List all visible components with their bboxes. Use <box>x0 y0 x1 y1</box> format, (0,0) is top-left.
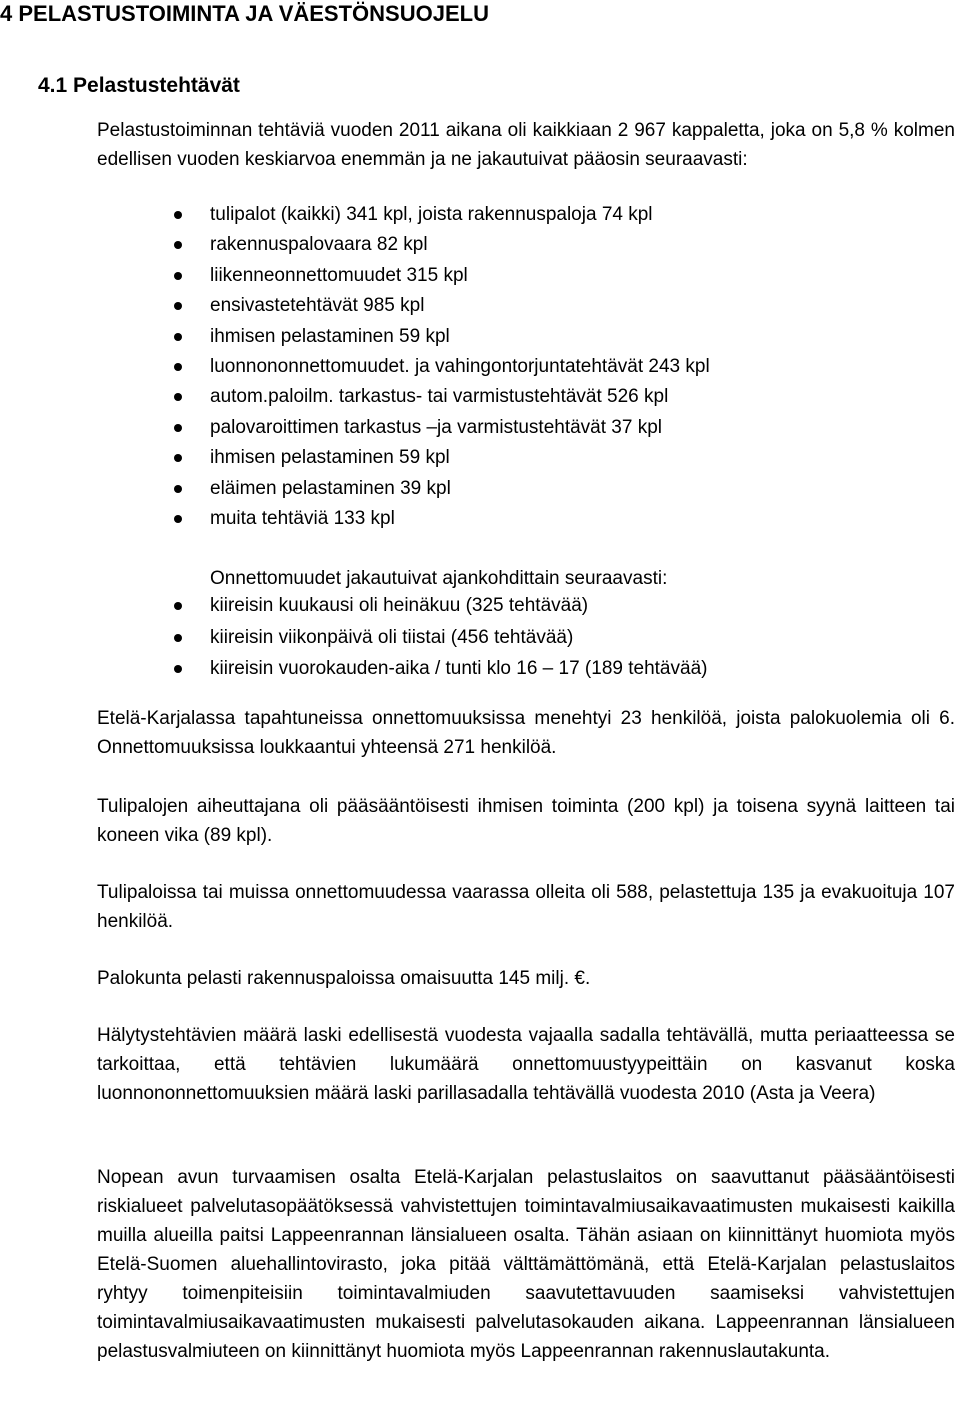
list-item: kiireisin vuorokauden-aika / tunti klo 16 – 17 (189 tehtävää) <box>0 653 960 685</box>
bullet-icon <box>174 485 182 493</box>
list-item: autom.paloilm. tarkastus- tai varmistustehtävät 526 kpl <box>0 382 960 412</box>
bullet-icon <box>174 634 182 642</box>
bullet-icon <box>174 272 182 280</box>
bullet-icon <box>174 333 182 341</box>
list-item: luonnononnettomuudet. ja vahingontorjuntatehtävät 243 kpl <box>0 352 960 382</box>
bullet-icon <box>174 241 182 249</box>
list-item: rakennuspalovaara 82 kpl <box>0 230 960 260</box>
timing-list <box>0 590 960 685</box>
rescued-paragraph: Tulipaloissa tai muissa onnettomuudessa vaarassa olleita oli 588, pelastettuja 135 ja evakuoituja 107 henkilöä. <box>97 882 955 932</box>
bullet-icon <box>174 665 182 673</box>
timing-intro: Onnettomuudet jakautuivat ajankohdittain seuraavasti: <box>210 568 668 589</box>
chapter-heading: 4 PELASTUSTOIMINTA JA VÄESTÖNSUOJELU <box>0 1 489 26</box>
bullet-icon <box>174 363 182 371</box>
bullet-icon <box>174 211 182 219</box>
list-item: ihmisen pelastaminen 59 kpl <box>0 322 960 352</box>
list-item: kiireisin kuukausi oli heinäkuu (325 tehtävää) <box>0 590 960 622</box>
intro-paragraph: Pelastustoiminnan tehtäviä vuoden 2011 aikana oli kaikkiaan 2 967 kappaletta, joka on 5,8 % kolmen edellisen vuoden keskiarvoa enemmän ja ne jakautuivat pääosin seuraavasti: <box>97 120 955 170</box>
bullet-icon <box>174 515 182 523</box>
list-item: kiireisin viikonpäivä oli tiistai (456 tehtävää) <box>0 622 960 654</box>
property-paragraph: Palokunta pelasti rakennuspaloissa omaisuutta 145 milj. €. <box>97 968 591 989</box>
task-list <box>0 200 960 534</box>
list-item: palovaroittimen tarkastus –ja varmistustehtävät 37 kpl <box>0 413 960 443</box>
bullet-icon <box>174 393 182 401</box>
section-heading: 4.1 Pelastustehtävät <box>38 74 240 97</box>
list-item: tulipalot (kaikki) 341 kpl, joista rakennuspaloja 74 kpl <box>0 200 960 230</box>
list-item: eläimen pelastaminen 39 kpl <box>0 474 960 504</box>
bullet-icon <box>174 302 182 310</box>
list-item: ensivastetehtävät 985 kpl <box>0 291 960 321</box>
bullet-icon <box>174 424 182 432</box>
list-item: liikenneonnettomuudet 315 kpl <box>0 261 960 291</box>
response-time-paragraph: Nopean avun turvaamisen osalta Etelä-Karjalan pelastuslaitos on saavuttanut pääsääntöisesti riskialueet palvelutasopäätöksessä vahvistettujen toimintavalmiusaikavaatimusten mukaisesti kaikilla muilla alueilla paitsi Lappeenrannan länsialueen osalta. Tähän asiaan on kiinnittänyt huomiota myös Etelä-Suomen aluehallintovirasto, joka pitää välttämättömänä, että Etelä-Karjalan pelastuslaitos ryhtyy toimenpiteisiin toimintavalmiuden saavutettavuuden saamiseksi vahvistettujen toimintavalmiusaikavaatimusten mukaisesti palvelutasokauden aikana. Lappeenrannan länsialueen pelastusvalmiuteen on kiinnittänyt huomiota myös Lappeenrannan rakennuslautakunta. <box>97 1167 955 1362</box>
bullet-icon <box>174 454 182 462</box>
list-item: ihmisen pelastaminen 59 kpl <box>0 443 960 473</box>
list-item: muita tehtäviä 133 kpl <box>0 504 960 534</box>
bullet-icon <box>174 602 182 610</box>
casualties-paragraph: Etelä-Karjalassa tapahtuneissa onnettomuuksissa menehtyi 23 henkilöä, joista palokuolemia oli 6. Onnettomuuksissa loukkaantui yhteensä 271 henkilöä. <box>97 708 955 758</box>
fire-causes-paragraph: Tulipalojen aiheuttajana oli pääsääntöisesti ihmisen toiminta (200 kpl) ja toisena syynä laitteen tai koneen vika (89 kpl). <box>97 796 955 846</box>
alarm-tasks-paragraph: Hälytystehtävien määrä laski edellisestä vuodesta vajaalla sadalla tehtävällä, mutta periaatteessa se tarkoittaa, että tehtävien lukumäärä onnettomuustyypeittäin on kasvanut koska luonnononnettomuuksien määrä laski parillasadalla tehtävällä vuodesta 2010 (Asta ja Veera) <box>97 1025 955 1104</box>
